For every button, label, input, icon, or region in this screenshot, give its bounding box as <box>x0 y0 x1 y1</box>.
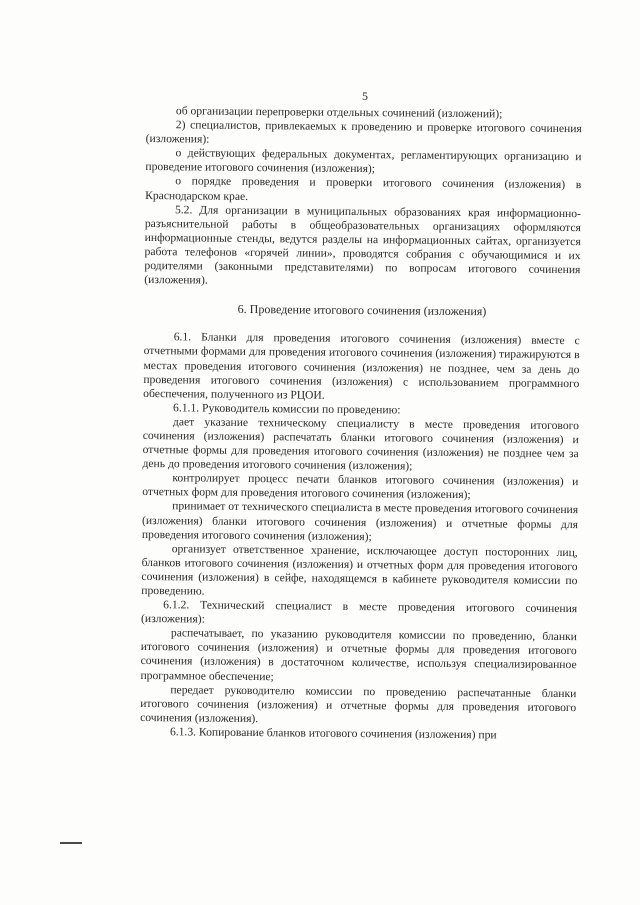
paragraph-organizes-storage: организует ответственное хранение, исключающее доступ посторонних лиц, бланков итогового сочинения (изложения) и отчетных форм для проведения итогового сочинения (изложения) в сейфе, находящемся в кабинете руководителя комиссии по проведению. <box>141 541 578 598</box>
paragraph-6-1-2: 6.1.2. Технический специалист в месте проведения итогового сочинения (изложения): <box>140 598 578 626</box>
margin-mark <box>60 842 82 844</box>
paragraph-6-1: 6.1. Бланки для проведения итогового сочинения (изложения) вместе с отчетными формами для проведения итогового сочинения (изложения) тиражируются в местах проведения итогового сочинения (изложения) не позднее, чем за день до проведения итогового сочинения (изложения) с использованием программного обеспечения, полученного из РЦОИ. <box>143 330 580 402</box>
paragraph-federal-documents: о действующих федеральных документах, регламентирующих организацию и проведение итогового сочинения (изложения); <box>145 146 582 176</box>
paragraph-6-1-3: 6.1.3. Копирование бланков итогового сочинения (изложения) при <box>169 725 497 742</box>
paragraph-hands-over-forms: передает руководителю комиссии по проведению распечатанные бланки итогового сочинения (изложения) и отчетные формы для проведения итогового сочинения (изложения). <box>140 682 577 725</box>
paragraph-prints-forms: распечатывает, по указанию руководителя комиссии по проведению, бланки итогового сочинения (изложения) и отчетные формы для проведения итогового сочинения (изложения) в достаточном количестве, используя специализированное программное обеспечение; <box>140 626 577 683</box>
paragraph-instructs-technician: дает указание техническому специалисту в месте проведения итогового сочинения (изложения) распечатать бланки итогового сочинения (изложения) и отчетные формы для проведения итогового сочинения (изложения) не позднее чем за день до проведения итогового сочинения (изложения); <box>142 415 579 473</box>
paragraph-6-1-1: 6.1.1. Руководитель комиссии по проведению: <box>173 401 401 417</box>
paragraph-accepts-forms: принимает от технического специалиста в месте проведения итогового сочинения (изложения) бланки итогового сочинения (изложения) и отчетные формы для проведения итогового сочинения (изложения); <box>141 499 579 543</box>
paragraph-controls-printing: контролирует процесс печати бланков итогового сочинения (изложения) и отчетных форм для проведения итогового сочинения (изложения); <box>142 471 579 502</box>
paragraph-specialists: 2) специалистов, привлекаемых к проведению и проверке итогового сочинения (изложения): <box>145 118 582 146</box>
paragraph-krasnodar-procedure: о порядке проведения и проверки итогового сочинения (изложения) в Краснодарском крае. <box>145 174 582 203</box>
paragraph-recheck: об организации перепроверки отдельных сочинений (изложений); <box>175 104 503 121</box>
page-number: 5 <box>362 89 368 103</box>
document-body <box>140 104 582 743</box>
section-heading: 6. Проведение итогового сочинения (изложения) <box>237 302 487 319</box>
paragraph-5-2: 5.2. Для организации в муниципальных образованиях края информационно-разъяснительной работы в общеобразовательных организациях оформляются информационные стенды, ведутся разделы на информационных сайтах, организуется работа телефонов «горячей линии», проводятся собрания с обучающимися и их родителями (законными представителями) по вопросам итогового сочинения (изложения). <box>144 202 582 287</box>
